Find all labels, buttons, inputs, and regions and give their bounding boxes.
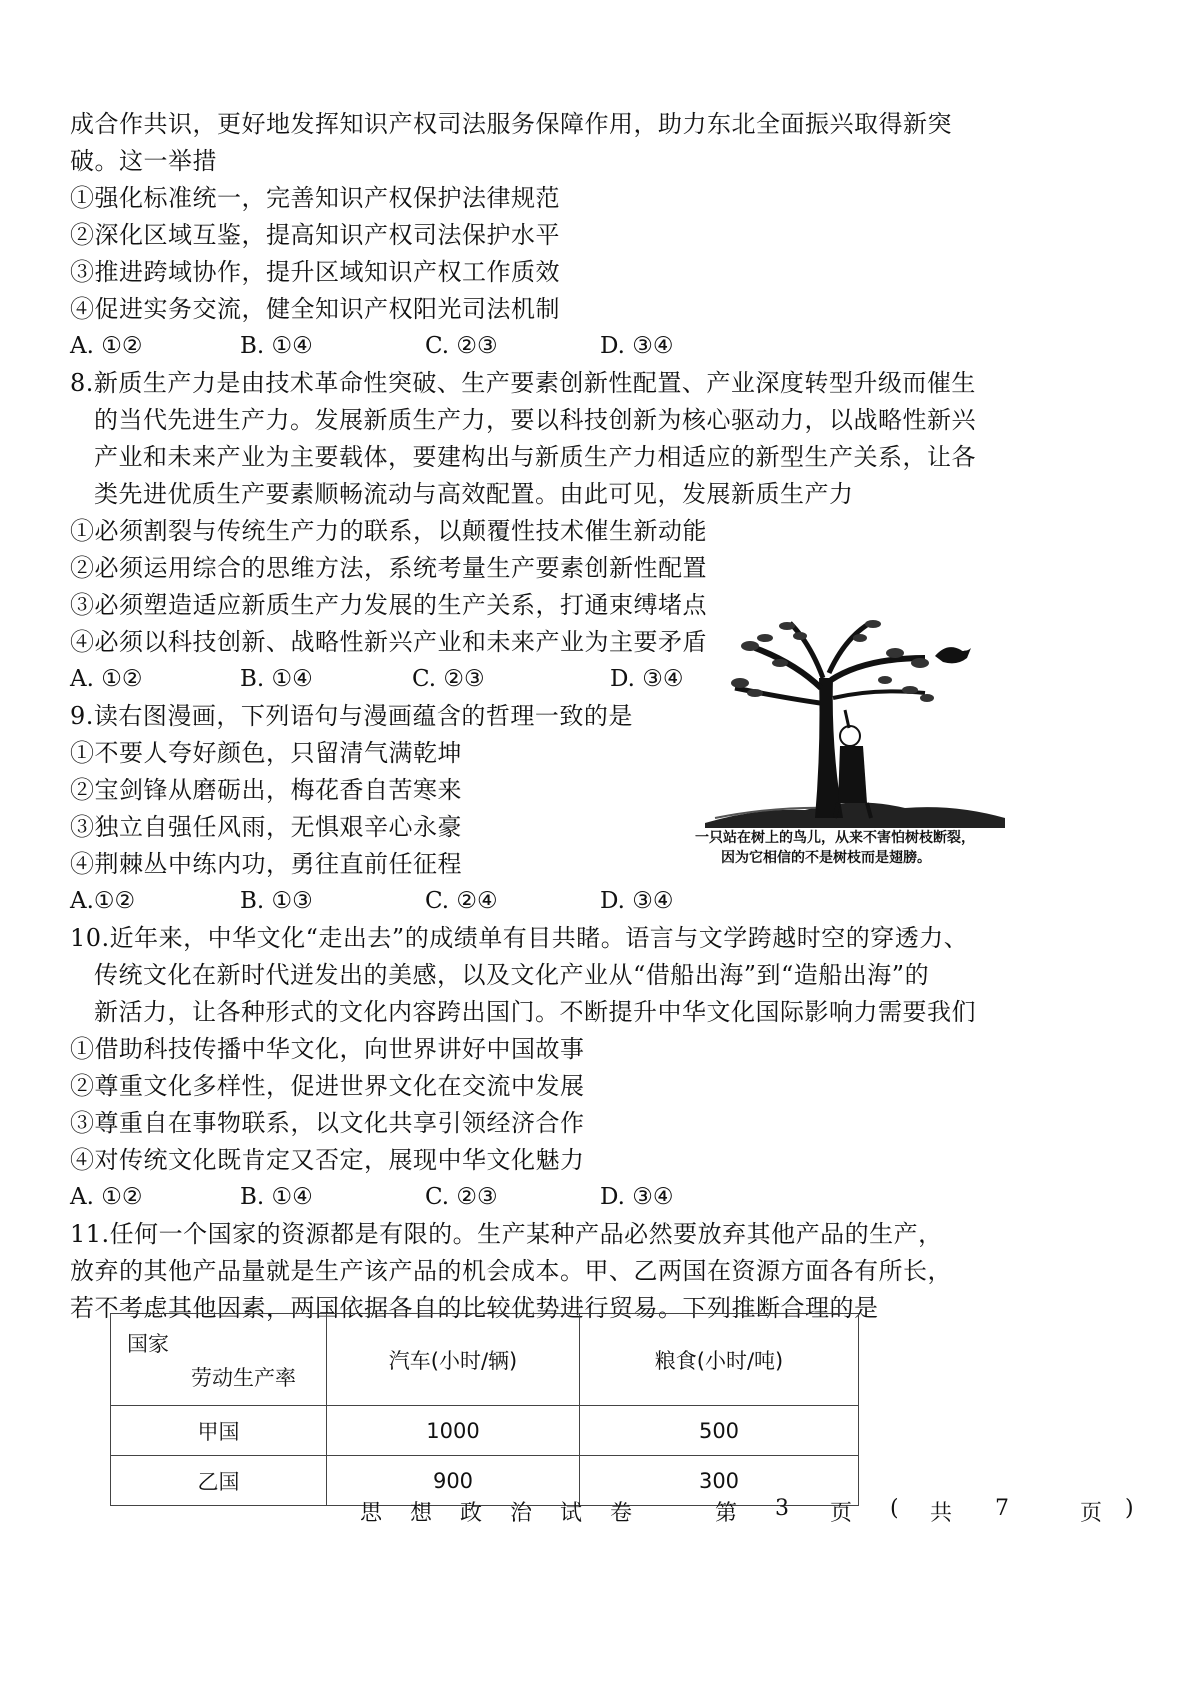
footer-char: 页 (830, 1501, 853, 1526)
row-car-value: 1000 (327, 1406, 580, 1456)
q11-stem-line-3: 若不考虑其他因素，两国依据各自的比较优势进行贸易。下列推断合理的是 (70, 1294, 879, 1322)
cartoon-caption-line-2: 因为它相信的不是树枝而是翅膀。 (721, 850, 931, 866)
q10-option-b: B. ①④ (240, 1184, 313, 1210)
footer-char: 思 (360, 1501, 383, 1526)
q7-item-4: ④促进实务交流，健全知识产权阳光司法机制 (70, 295, 560, 323)
corner-label-productivity: 劳动生产率 (191, 1366, 296, 1390)
footer-char: 想 (410, 1501, 433, 1526)
footer-char: ( (890, 1496, 899, 1521)
q10-item-2: ②尊重文化多样性，促进世界文化在交流中发展 (70, 1072, 585, 1100)
table-row (111, 1406, 859, 1456)
q10-stem-line-1: 10.近年来，中华文化“走出去”的成绩单有目共睹。语言与文学跨越时空的穿透力、 (70, 924, 969, 952)
q8-item-1: ①必须割裂与传统生产力的联系，以颠覆性技术催生新动能 (70, 517, 707, 545)
q9-option-b: B. ①③ (240, 888, 313, 914)
q8-option-b: B. ①④ (240, 666, 313, 692)
q8-item-2: ②必须运用综合的思维方法，系统考量生产要素创新性配置 (70, 554, 707, 582)
q9-option-a: A.①② (70, 888, 136, 914)
q11-stem-line-1: 11.任何一个国家的资源都是有限的。生产某种产品必然要放弃其他产品的生产， (70, 1220, 943, 1248)
col-header-car: 汽车(小时/辆) (327, 1314, 580, 1406)
q7-option-a: A. ①② (70, 333, 143, 359)
footer-char: 试 (560, 1501, 583, 1526)
table-corner-cell (111, 1314, 327, 1406)
q8-item-4: ④必须以科技创新、战略性新兴产业和未来产业为主要矛盾 (70, 628, 707, 656)
q7-option-c: C. ②③ (425, 333, 498, 359)
q10-item-4: ④对传统文化既肯定又否定，展现中华文化魅力 (70, 1146, 585, 1174)
q7-option-d: D. ③④ (600, 333, 674, 359)
q9-item-2: ②宝剑锋从磨砺出，梅花香自苦寒来 (70, 776, 462, 804)
q7-item-3: ③推进跨域协作，提升区域知识产权工作质效 (70, 258, 560, 286)
q8-stem-line-4: 类先进优质生产要素顺畅流动与高效配置。由此可见，发展新质生产力 (94, 480, 854, 508)
q9-option-c: C. ②④ (425, 888, 498, 914)
q7-stem-line-1: 成合作共识，更好地发挥知识产权司法服务保障作用，助力东北全面振兴取得新突 (70, 110, 952, 138)
q10-option-d: D. ③④ (600, 1184, 674, 1210)
cartoon-caption (695, 828, 1015, 868)
footer-char: 治 (510, 1501, 533, 1526)
q7-item-1: ①强化标准统一，完善知识产权保护法律规范 (70, 184, 560, 212)
q11-stem-line-2: 放弃的其他产品量就是生产该产品的机会成本。甲、乙两国在资源方面各有所长， (70, 1257, 952, 1285)
q8-stem-line-2: 的当代先进生产力。发展新质生产力，要以科技创新为核心驱动力，以战略性新兴 (94, 406, 976, 434)
footer-char: 第 (715, 1501, 738, 1526)
row-country: 甲国 (111, 1406, 327, 1456)
cartoon-caption-line-1: 一只站在树上的鸟儿，从来不害怕树枝断裂， (695, 830, 975, 846)
q7-item-2: ②深化区域互鉴，提高知识产权司法保护水平 (70, 221, 560, 249)
row-country: 乙国 (111, 1456, 327, 1506)
q10-stem-line-2: 传统文化在新时代迸发出的美感，以及文化产业从“借船出海”到“造船出海”的 (94, 961, 930, 989)
col-header-grain: 粮食(小时/吨) (580, 1314, 859, 1406)
corner-label-country: 国家 (127, 1332, 169, 1356)
q9-option-d: D. ③④ (600, 888, 674, 914)
q9-item-4: ④荆棘丛中练内功，勇往直前任征程 (70, 850, 462, 878)
q8-stem-line-1: 8.新质生产力是由技术革命性突破、生产要素创新性配置、产业深度转型升级而催生 (70, 369, 976, 397)
footer-char: 共 (930, 1501, 953, 1526)
q9-item-1: ①不要人夸好颜色，只留清气满乾坤 (70, 739, 462, 767)
footer-char: ) (1125, 1496, 1134, 1521)
q10-stem-line-3: 新活力，让各种形式的文化内容跨出国门。不断提升中华文化国际影响力需要我们 (94, 998, 976, 1026)
row-grain-value: 500 (580, 1406, 859, 1456)
table-header-row (111, 1314, 859, 1406)
q10-option-a: A. ①② (70, 1184, 143, 1210)
row-grain-value: 300 (580, 1456, 859, 1506)
q7-stem-line-2: 破。这一举措 (70, 147, 217, 175)
q8-option-c: C. ②③ (412, 666, 485, 692)
productivity-table (110, 1313, 859, 1506)
table-row (111, 1456, 859, 1506)
q10-item-1: ①借助科技传播中华文化，向世界讲好中国故事 (70, 1035, 585, 1063)
row-car-value: 900 (327, 1456, 580, 1506)
q7-option-b: B. ①④ (240, 333, 313, 359)
footer-total-pages: 7 (995, 1496, 1009, 1521)
q8-stem-line-3: 产业和未来产业为主要载体，要建构出与新质生产力相适应的新型生产关系，让各 (94, 443, 976, 471)
q10-option-c: C. ②③ (425, 1184, 498, 1210)
footer-char: 政 (460, 1501, 483, 1526)
q8-option-d: D. ③④ (610, 666, 684, 692)
q8-option-a: A. ①② (70, 666, 143, 692)
footer-char: 页 (1080, 1501, 1103, 1526)
footer-char: 卷 (610, 1501, 633, 1526)
q9-stem: 9.读右图漫画，下列语句与漫画蕴含的哲理一致的是 (70, 702, 633, 730)
q10-item-3: ③尊重自在事物联系，以文化共享引领经济合作 (70, 1109, 585, 1137)
q9-item-3: ③独立自强任风雨，无惧艰辛心永豪 (70, 813, 462, 841)
footer-page-number: 3 (775, 1496, 789, 1521)
q8-item-3: ③必须塑造适应新质生产力发展的生产关系，打通束缚堵点 (70, 591, 707, 619)
